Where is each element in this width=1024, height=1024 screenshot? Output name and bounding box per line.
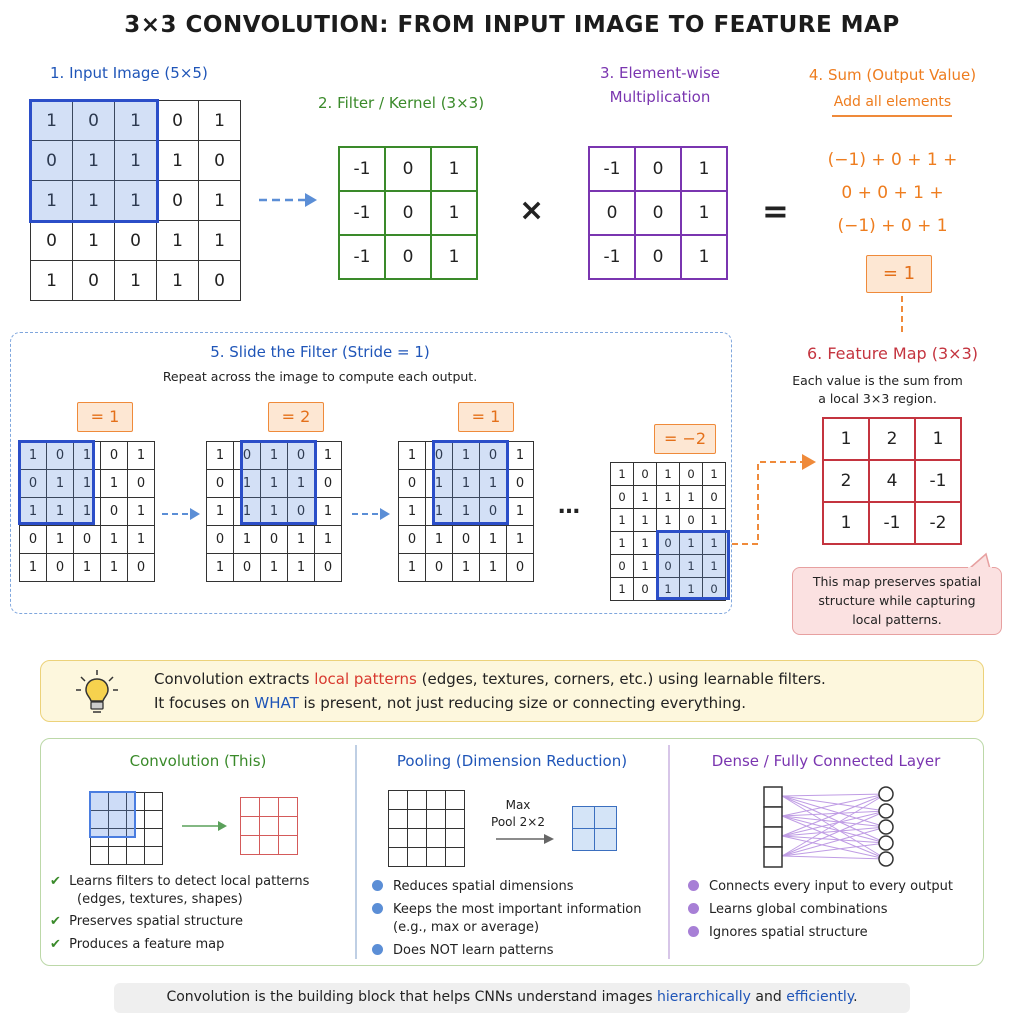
slide-output-1: = 1: [77, 402, 133, 432]
grid-cell: [109, 811, 127, 829]
grid-cell: 1: [115, 141, 157, 181]
grid-cell: 1: [431, 147, 477, 191]
grid-cell: 0: [385, 147, 431, 191]
slide-grid-2: [206, 441, 342, 582]
bullet-icon: [372, 880, 383, 891]
page-title: 3×3 CONVOLUTION: FROM INPUT IMAGE TO FEATURE MAP: [124, 12, 900, 38]
grid-cell: 1: [261, 554, 288, 582]
grid-cell: 1: [399, 554, 426, 582]
dense-item-3: Ignores spatial structure: [688, 924, 868, 942]
feature-map-desc-2: a local 3×3 region.: [818, 391, 937, 406]
grid-cell: 0: [611, 486, 634, 509]
note-tail: [966, 552, 996, 572]
conv-title: Convolution (This): [129, 752, 267, 770]
grid-cell: 1: [128, 442, 155, 470]
note-line-2: structure while capturing: [818, 593, 976, 608]
grid-cell: [446, 848, 465, 867]
grid-cell: 1: [399, 498, 426, 526]
grid-cell: -1: [589, 147, 635, 191]
grid-cell: 1: [128, 498, 155, 526]
grid-cell: [260, 798, 279, 817]
grid-cell: 1: [74, 554, 101, 582]
times-operator: ×: [519, 193, 545, 228]
pool-op-label: Max: [505, 798, 531, 812]
slide-ellipsis: …: [558, 494, 580, 519]
grid-cell: 0: [680, 509, 703, 532]
grid-cell: [408, 848, 427, 867]
pool-item-1: Reduces spatial dimensions: [372, 878, 574, 896]
grid-cell: [595, 807, 617, 829]
grid-cell: 1: [634, 555, 657, 578]
slide-grid-4: [610, 462, 726, 601]
grid-cell: 1: [634, 532, 657, 555]
grid-cell: 0: [385, 191, 431, 235]
grid-cell: [408, 791, 427, 810]
grid-cell: [127, 847, 145, 865]
slide-sublabel: Repeat across the image to compute each output.: [162, 369, 478, 384]
grid-cell: [91, 811, 109, 829]
slide-grid-3: [398, 441, 534, 582]
tip-line-1: Convolution extracts local patterns (edges, textures, corners, etc.) using learnable filters.: [154, 670, 826, 688]
grid-cell: [279, 798, 298, 817]
grid-cell: 1: [703, 509, 726, 532]
grid-cell: 0: [703, 578, 726, 601]
grid-cell: [446, 810, 465, 829]
grid-cell: 0: [199, 141, 241, 181]
grid-cell: 1: [288, 526, 315, 554]
grid-cell: 1: [480, 470, 507, 498]
grid-cell: 1: [657, 463, 680, 486]
grid-cell: 1: [288, 470, 315, 498]
grid-cell: 1: [657, 486, 680, 509]
grid-cell: 1: [703, 532, 726, 555]
grid-cell: -1: [589, 235, 635, 279]
grid-cell: 0: [385, 235, 431, 279]
grid-cell: 1: [657, 578, 680, 601]
dense-item-1: Connects every input to every output: [688, 878, 953, 896]
comparison-divider-1: [355, 745, 357, 959]
grid-cell: 1: [199, 221, 241, 261]
grid-cell: 0: [315, 470, 342, 498]
grid-cell: [109, 793, 127, 811]
grid-cell: 1: [207, 498, 234, 526]
grid-cell: 0: [399, 470, 426, 498]
grid-cell: 1: [20, 554, 47, 582]
grid-cell: 1: [288, 554, 315, 582]
grid-cell: [573, 807, 595, 829]
grid-cell: 1: [680, 532, 703, 555]
grid-cell: 1: [823, 502, 869, 544]
grid-cell: [446, 829, 465, 848]
grid-cell: 0: [128, 554, 155, 582]
grid-cell: 1: [703, 463, 726, 486]
grid-cell: [109, 829, 127, 847]
feature-map-grid: [822, 417, 962, 545]
sum-result: = 1: [866, 255, 932, 293]
tip-highlight-local-patterns: local patterns: [314, 670, 417, 688]
grid-cell: 2: [823, 460, 869, 502]
grid-cell: [408, 810, 427, 829]
grid-cell: 1: [680, 486, 703, 509]
check-icon: ✔: [50, 914, 61, 929]
grid-cell: [91, 829, 109, 847]
grid-cell: 2: [869, 418, 915, 460]
footer-highlight-1: hierarchically: [657, 989, 751, 1005]
grid-cell: 1: [47, 526, 74, 554]
grid-cell: 0: [399, 526, 426, 554]
grid-cell: 1: [680, 555, 703, 578]
grid-cell: -1: [915, 460, 961, 502]
grid-cell: [408, 829, 427, 848]
feature-map-desc: Each value is the sum from: [792, 373, 963, 388]
note-line-1: This map preserves spatial: [812, 574, 982, 589]
grid-cell: 0: [234, 442, 261, 470]
grid-cell: 1: [47, 470, 74, 498]
grid-cell: 0: [315, 554, 342, 582]
sum-line-2: 0 + 0 + 1 +: [841, 183, 944, 203]
grid-cell: 1: [315, 498, 342, 526]
grid-cell: [145, 811, 163, 829]
grid-cell: 0: [157, 101, 199, 141]
grid-cell: [91, 847, 109, 865]
grid-cell: 0: [199, 261, 241, 301]
grid-cell: 1: [74, 442, 101, 470]
grid-cell: 0: [261, 526, 288, 554]
bullet-icon: [688, 903, 699, 914]
grid-cell: 1: [74, 498, 101, 526]
grid-cell: 1: [31, 181, 73, 221]
bullet-icon: [372, 944, 383, 955]
grid-cell: 1: [261, 498, 288, 526]
grid-cell: 1: [915, 418, 961, 460]
pool-item-3: Does NOT learn patterns: [372, 942, 554, 960]
grid-cell: 1: [157, 141, 199, 181]
conv-item-3: ✔ Produces a feature map: [50, 937, 225, 952]
grid-cell: 1: [234, 526, 261, 554]
grid-cell: 1: [507, 442, 534, 470]
grid-cell: 1: [73, 141, 115, 181]
grid-cell: 0: [635, 191, 681, 235]
sum-connector: [892, 294, 912, 334]
grid-cell: 1: [234, 470, 261, 498]
grid-cell: 0: [480, 498, 507, 526]
grid-cell: 1: [681, 147, 727, 191]
equals-operator: =: [762, 192, 789, 230]
conv-mini-grid: [90, 792, 163, 865]
dense-title: Dense / Fully Connected Layer: [711, 752, 941, 770]
sum-underline: [832, 115, 952, 117]
grid-cell: 1: [681, 191, 727, 235]
grid-cell: 1: [47, 498, 74, 526]
grid-cell: [241, 836, 260, 855]
grid-cell: 1: [507, 498, 534, 526]
footer-text: Convolution is the building block that helps CNNs understand images hierarchically and efficiently.: [166, 989, 858, 1005]
grid-cell: [279, 817, 298, 836]
grid-cell: 1: [823, 418, 869, 460]
grid-cell: 0: [234, 554, 261, 582]
check-icon: ✔: [50, 937, 61, 952]
pool-item-2: Keeps the most important information: [372, 901, 642, 919]
grid-cell: 0: [101, 498, 128, 526]
grid-cell: 0: [507, 470, 534, 498]
grid-cell: [241, 798, 260, 817]
grid-cell: 0: [657, 532, 680, 555]
grid-cell: 1: [315, 526, 342, 554]
sum-line-3: (−1) + 0 + 1: [837, 216, 948, 236]
arrow-icon: [494, 832, 558, 846]
bullet-icon: [372, 903, 383, 914]
grid-cell: 1: [453, 442, 480, 470]
grid-cell: 1: [199, 181, 241, 221]
check-icon: ✔: [50, 874, 61, 889]
conv-item-1: ✔ Learns filters to detect local patterns: [50, 874, 310, 889]
grid-cell: [145, 793, 163, 811]
bullet-icon: [688, 926, 699, 937]
grid-cell: 1: [74, 470, 101, 498]
arrow-icon: [730, 448, 820, 548]
grid-cell: 0: [157, 181, 199, 221]
grid-cell: 1: [611, 509, 634, 532]
grid-cell: -1: [869, 502, 915, 544]
grid-cell: [260, 836, 279, 855]
grid-cell: 0: [288, 498, 315, 526]
grid-cell: 1: [426, 526, 453, 554]
grid-cell: 1: [611, 463, 634, 486]
grid-cell: [427, 848, 446, 867]
grid-cell: 0: [31, 221, 73, 261]
slide-output-3: = 1: [458, 402, 514, 432]
grid-cell: 1: [207, 442, 234, 470]
grid-cell: 1: [31, 101, 73, 141]
grid-cell: [389, 829, 408, 848]
grid-cell: 1: [703, 555, 726, 578]
conv-item-2: ✔ Preserves spatial structure: [50, 914, 243, 929]
grid-cell: [145, 829, 163, 847]
grid-cell: 1: [20, 498, 47, 526]
grid-cell: 0: [507, 554, 534, 582]
grid-cell: [127, 811, 145, 829]
grid-cell: 1: [657, 509, 680, 532]
grid-cell: 0: [426, 442, 453, 470]
grid-cell: [573, 829, 595, 851]
elementwise-grid: [588, 146, 728, 280]
footer-highlight-2: efficiently: [786, 989, 854, 1005]
slide-label: 5. Slide the Filter (Stride = 1): [210, 343, 430, 361]
grid-cell: 0: [115, 221, 157, 261]
pool-output-grid: [572, 806, 617, 851]
grid-cell: 0: [47, 442, 74, 470]
grid-cell: 1: [101, 470, 128, 498]
slide-grid-1: [19, 441, 155, 582]
feature-map-label: 6. Feature Map (3×3): [807, 344, 978, 363]
filter-grid: [338, 146, 478, 280]
tip-line-2: It focuses on WHAT is present, not just reducing size or connecting everything.: [154, 694, 747, 712]
grid-cell: [127, 793, 145, 811]
grid-cell: 1: [128, 526, 155, 554]
grid-cell: 1: [157, 261, 199, 301]
grid-cell: 1: [634, 509, 657, 532]
grid-cell: 0: [101, 442, 128, 470]
grid-cell: 1: [681, 235, 727, 279]
grid-cell: 0: [73, 101, 115, 141]
pool-item-2b: (e.g., max or average): [393, 920, 540, 935]
grid-cell: 0: [611, 555, 634, 578]
grid-cell: 1: [426, 498, 453, 526]
bullet-icon: [688, 880, 699, 891]
grid-cell: 1: [453, 470, 480, 498]
grid-cell: [279, 836, 298, 855]
grid-cell: 0: [20, 470, 47, 498]
note-line-3: local patterns.: [852, 612, 942, 627]
filter-label: 2. Filter / Kernel (3×3): [318, 94, 485, 112]
grid-cell: 0: [47, 554, 74, 582]
grid-cell: -2: [915, 502, 961, 544]
grid-cell: 1: [611, 578, 634, 601]
grid-cell: 1: [207, 554, 234, 582]
sum-label: 4. Sum (Output Value): [808, 66, 977, 84]
comparison-divider-2: [668, 745, 670, 959]
input-image-label: 1. Input Image (5×5): [50, 64, 208, 82]
slide-output-2: = 2: [268, 402, 324, 432]
grid-cell: 0: [74, 526, 101, 554]
sum-sublabel: Add all elements: [833, 94, 952, 110]
grid-cell: 0: [657, 555, 680, 578]
grid-cell: 1: [157, 221, 199, 261]
grid-cell: [427, 829, 446, 848]
grid-cell: 0: [589, 191, 635, 235]
grid-cell: [145, 847, 163, 865]
grid-cell: 1: [31, 261, 73, 301]
arrow-icon: [350, 504, 396, 524]
lightbulb-icon: [74, 668, 120, 716]
grid-cell: 1: [453, 554, 480, 582]
grid-cell: 1: [453, 498, 480, 526]
grid-cell: 1: [261, 442, 288, 470]
grid-cell: 1: [115, 101, 157, 141]
grid-cell: 0: [31, 141, 73, 181]
grid-cell: [389, 791, 408, 810]
grid-cell: 1: [480, 554, 507, 582]
grid-cell: 0: [680, 463, 703, 486]
grid-cell: 1: [480, 526, 507, 554]
grid-cell: 1: [73, 221, 115, 261]
grid-cell: [389, 848, 408, 867]
grid-cell: -1: [339, 191, 385, 235]
grid-cell: 0: [634, 578, 657, 601]
grid-cell: 1: [101, 554, 128, 582]
grid-cell: 0: [207, 526, 234, 554]
arrow-icon: [255, 190, 320, 210]
slide-output-4: = −2: [654, 424, 716, 454]
grid-cell: 1: [73, 181, 115, 221]
conv-mini-output: [240, 797, 298, 855]
grid-cell: 1: [20, 442, 47, 470]
grid-cell: 1: [115, 261, 157, 301]
conv-item-1b: (edges, textures, shapes): [77, 892, 243, 907]
grid-cell: [595, 829, 617, 851]
grid-cell: 0: [426, 554, 453, 582]
grid-cell: 0: [480, 442, 507, 470]
grid-cell: 0: [703, 486, 726, 509]
arrow-icon: [180, 818, 230, 834]
dense-item-2: Learns global combinations: [688, 901, 888, 919]
grid-cell: 1: [634, 486, 657, 509]
grid-cell: [241, 817, 260, 836]
grid-cell: 1: [199, 101, 241, 141]
grid-cell: 1: [611, 532, 634, 555]
tip-highlight-what: WHAT: [254, 694, 299, 712]
elementwise-label-2: Multiplication: [609, 88, 711, 106]
grid-cell: [389, 810, 408, 829]
grid-cell: [427, 810, 446, 829]
grid-cell: 1: [426, 470, 453, 498]
grid-cell: 1: [680, 578, 703, 601]
grid-cell: 1: [315, 442, 342, 470]
grid-cell: 0: [634, 463, 657, 486]
grid-cell: [91, 793, 109, 811]
grid-cell: 0: [635, 235, 681, 279]
grid-cell: 0: [453, 526, 480, 554]
grid-cell: 0: [73, 261, 115, 301]
grid-cell: 1: [399, 442, 426, 470]
grid-cell: 1: [431, 235, 477, 279]
grid-cell: 4: [869, 460, 915, 502]
grid-cell: 0: [128, 470, 155, 498]
pool-op-label-2: Pool 2×2: [491, 815, 545, 829]
grid-cell: -1: [339, 147, 385, 191]
grid-cell: 1: [261, 470, 288, 498]
grid-cell: 1: [234, 498, 261, 526]
arrow-icon: [160, 504, 206, 524]
elementwise-label: 3. Element-wise: [599, 64, 721, 82]
dense-network-diagram: [756, 785, 906, 869]
grid-cell: 0: [207, 470, 234, 498]
sum-line-1: (−1) + 0 + 1 +: [827, 150, 958, 170]
grid-cell: [446, 791, 465, 810]
grid-cell: 1: [115, 181, 157, 221]
grid-cell: 0: [20, 526, 47, 554]
grid-cell: 1: [431, 191, 477, 235]
grid-cell: [109, 847, 127, 865]
input-image-grid: [30, 100, 241, 301]
grid-cell: -1: [339, 235, 385, 279]
grid-cell: 0: [635, 147, 681, 191]
grid-cell: [427, 791, 446, 810]
pool-input-grid: [388, 790, 465, 867]
grid-cell: [260, 817, 279, 836]
grid-cell: 0: [288, 442, 315, 470]
grid-cell: 1: [101, 526, 128, 554]
pool-title: Pooling (Dimension Reduction): [396, 752, 628, 770]
grid-cell: 1: [507, 526, 534, 554]
grid-cell: [127, 829, 145, 847]
